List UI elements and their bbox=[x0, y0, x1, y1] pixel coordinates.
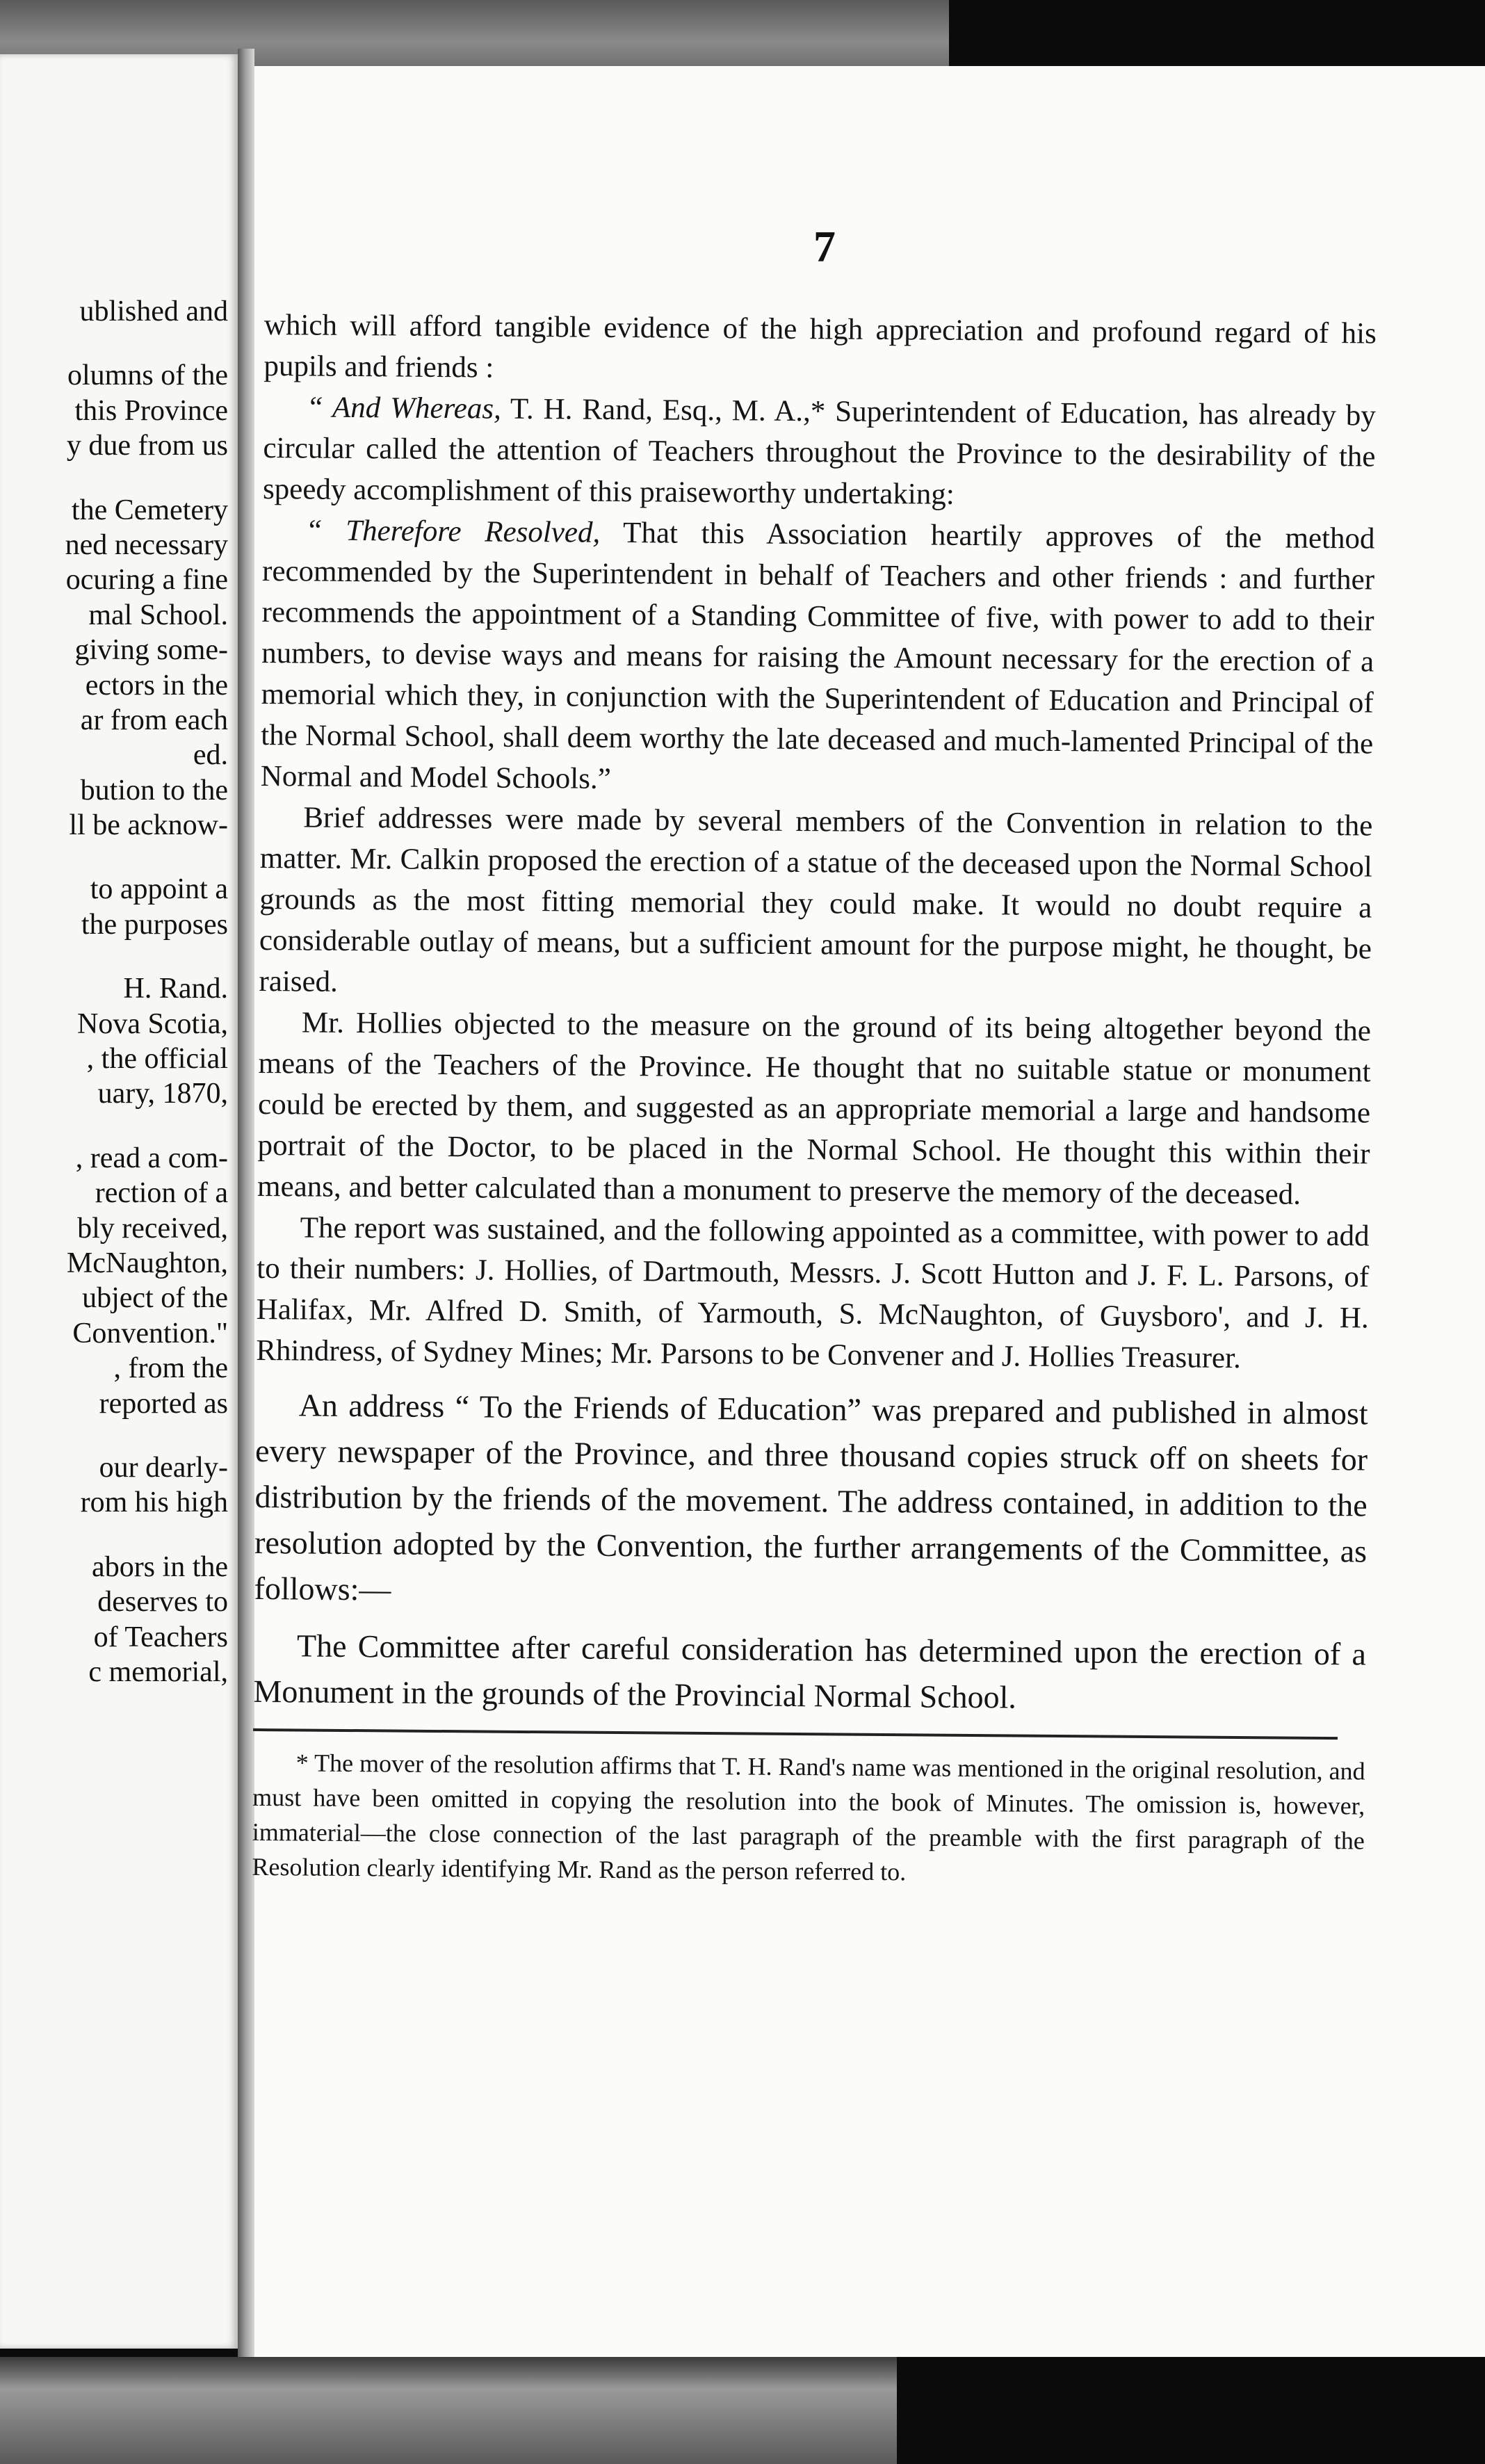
facing-page-line: Convention." bbox=[72, 1317, 228, 1349]
paragraph-6: The report was sustained, and the following appointed as a committee, with power to add to their numbers: J. Hollies, of Dartmouth, Messrs. J. Scott Hutton and J. F. L. Parsons, of Halifax, Mr. Alfred D. Smith, of Yarmouth, S. McNaughton, of Guysboro', and J. H. Rhindress, of Sydney Mines; Mr. Parsons to be Convener and J. Hollies Treasurer. bbox=[256, 1211, 1370, 1375]
facing-page-line: giving some- bbox=[74, 634, 228, 667]
facing-page-line: , the official bbox=[86, 1043, 228, 1076]
facing-page-line: , read a com- bbox=[75, 1142, 228, 1174]
book-gutter bbox=[238, 49, 254, 2357]
facing-page-gap bbox=[6, 942, 228, 971]
facing-page-text bbox=[6, 294, 228, 1689]
facing-page-gap bbox=[6, 1112, 228, 1141]
facing-page-line: the Cemetery bbox=[71, 494, 228, 526]
paragraph-2 bbox=[263, 387, 1376, 519]
facing-page-line: bution to the bbox=[80, 774, 228, 807]
facing-page-gap bbox=[6, 1421, 228, 1450]
paragraph-5: Mr. Hollies objected to the measure on the ground of its being altogether beyond the means of the Teachers of the Province. He thought that no suitable statue or monument could be erected by them, and suggested as an appropriate memorial a large and handsome portrait of the Doctor, to be placed in the Normal School. He thought this within their means, and better calculated than a monument to preserve the memory of the deceased. bbox=[257, 1006, 1372, 1211]
facing-page-line: rection of a bbox=[95, 1177, 228, 1210]
paragraph-1: which will afford tangible evidence of the high appreciation and profound regard of his pupils and friends : bbox=[263, 308, 1377, 384]
facing-page-line: of Teachers bbox=[93, 1621, 228, 1653]
paragraph-3 bbox=[261, 510, 1375, 806]
page-body bbox=[252, 139, 1378, 1892]
facing-page-line: ocuring a fine bbox=[65, 564, 228, 597]
resolved-clause: “ Therefore Resolved, bbox=[305, 514, 601, 549]
facing-page-line: reported as bbox=[99, 1387, 228, 1420]
facing-page-line: y due from us bbox=[66, 430, 228, 462]
facing-page-line: this Province bbox=[74, 394, 228, 427]
facing-page-line: ll be acknow- bbox=[69, 809, 228, 842]
facing-page-gap bbox=[6, 329, 228, 358]
facing-page-line: ectors in the bbox=[85, 669, 228, 702]
facing-page-line: mal School. bbox=[88, 599, 228, 631]
scan-border-bottom bbox=[0, 2357, 897, 2464]
paragraph-2-text: T. H. Rand, Esq., M. A.,* Superintendent of Education, has already by circular called the attention of Teachers throughout the Province to the desirability of the speedy accomplishment of this praiseworthy undertaking: bbox=[262, 392, 1377, 511]
whereas-clause: “ And Whereas, bbox=[306, 391, 502, 425]
facing-page-line: bly received, bbox=[77, 1212, 228, 1245]
facing-page-line: deserves to bbox=[97, 1586, 228, 1619]
facing-page-gap bbox=[6, 1521, 228, 1550]
page-number: 7 bbox=[813, 222, 836, 271]
facing-page-line: ublished and bbox=[79, 295, 228, 327]
paragraph-7: An address “ To the Friends of Education” was prepared and published in almost every newspaper of the Province, and three thousand copies struck off on sheets for distribution by the friends of the movement. The address contained, in addition to the resolution adopted by the Convention, the further arrangements of the Committee, as follows:— bbox=[254, 1387, 1368, 1607]
facing-page-line: ned necessary bbox=[65, 528, 228, 561]
facing-page-line: ed. bbox=[193, 739, 228, 772]
facing-page-line: ar from each bbox=[80, 704, 228, 736]
facing-page-line: olumns of the bbox=[67, 359, 228, 392]
facing-page-line: ubject of the bbox=[82, 1282, 228, 1315]
facing-page-left bbox=[0, 54, 238, 2349]
facing-page-line: McNaughton, bbox=[66, 1247, 228, 1279]
facing-page-line: uary, 1870, bbox=[97, 1078, 228, 1110]
facing-page-line: our dearly- bbox=[99, 1451, 228, 1484]
facing-page-line: Nova Scotia, bbox=[77, 1007, 228, 1040]
paragraph-4: Brief addresses were made by several members of the Convention in relation to the matter. Mr. Calkin proposed the erection of a statue of the deceased upon the Normal School grounds as the most fitting memorial they could make. It would no doubt require a considerable outlay of means, but a sufficient amount for the purpose might, he thought, be raised. bbox=[259, 801, 1373, 998]
paragraph-3-text: That this Association heartily approves of the method recommended by the Superintendent in behalf of Teachers and other friends : and further recommends the appointment of a Standing Committee of five, with power to add to their numbers, to devise ways and means for raising the Amount necessary for the erection of a memorial which they, in conjunction with the Superintendent of Education and Principal of the Normal School, shall deem worthy the late deceased and much-lamented Principal of the Normal and Model Schools.” bbox=[260, 516, 1375, 795]
facing-page-line: rom his high bbox=[80, 1486, 228, 1519]
facing-page-line: H. Rand. bbox=[123, 973, 228, 1005]
paragraph-8: The Committee after careful consideration has determined upon the erection of a Monument in the grounds of the Provincial Normal School. bbox=[253, 1628, 1367, 1715]
facing-page-line: , from the bbox=[113, 1352, 228, 1385]
facing-page-line: the purposes bbox=[81, 908, 228, 941]
facing-page-line: to appoint a bbox=[90, 873, 228, 906]
facing-page-line: c memorial, bbox=[88, 1655, 228, 1688]
facing-page-gap bbox=[6, 464, 228, 493]
footnote-rule bbox=[253, 1728, 1338, 1740]
facing-page-gap bbox=[6, 843, 228, 872]
facing-page-line: abors in the bbox=[92, 1550, 228, 1583]
footnote: * The mover of the resolution affirms that T. H. Rand's name was mentioned in the original resolution, and must have been omitted in copying the resolution into the book of Minutes. The omission is, however, immaterial—the close connection of the last paragraph of the preamble with the first paragraph of the Resolution clearly identifying Mr. Rand as the person referred to. bbox=[252, 1749, 1365, 1886]
